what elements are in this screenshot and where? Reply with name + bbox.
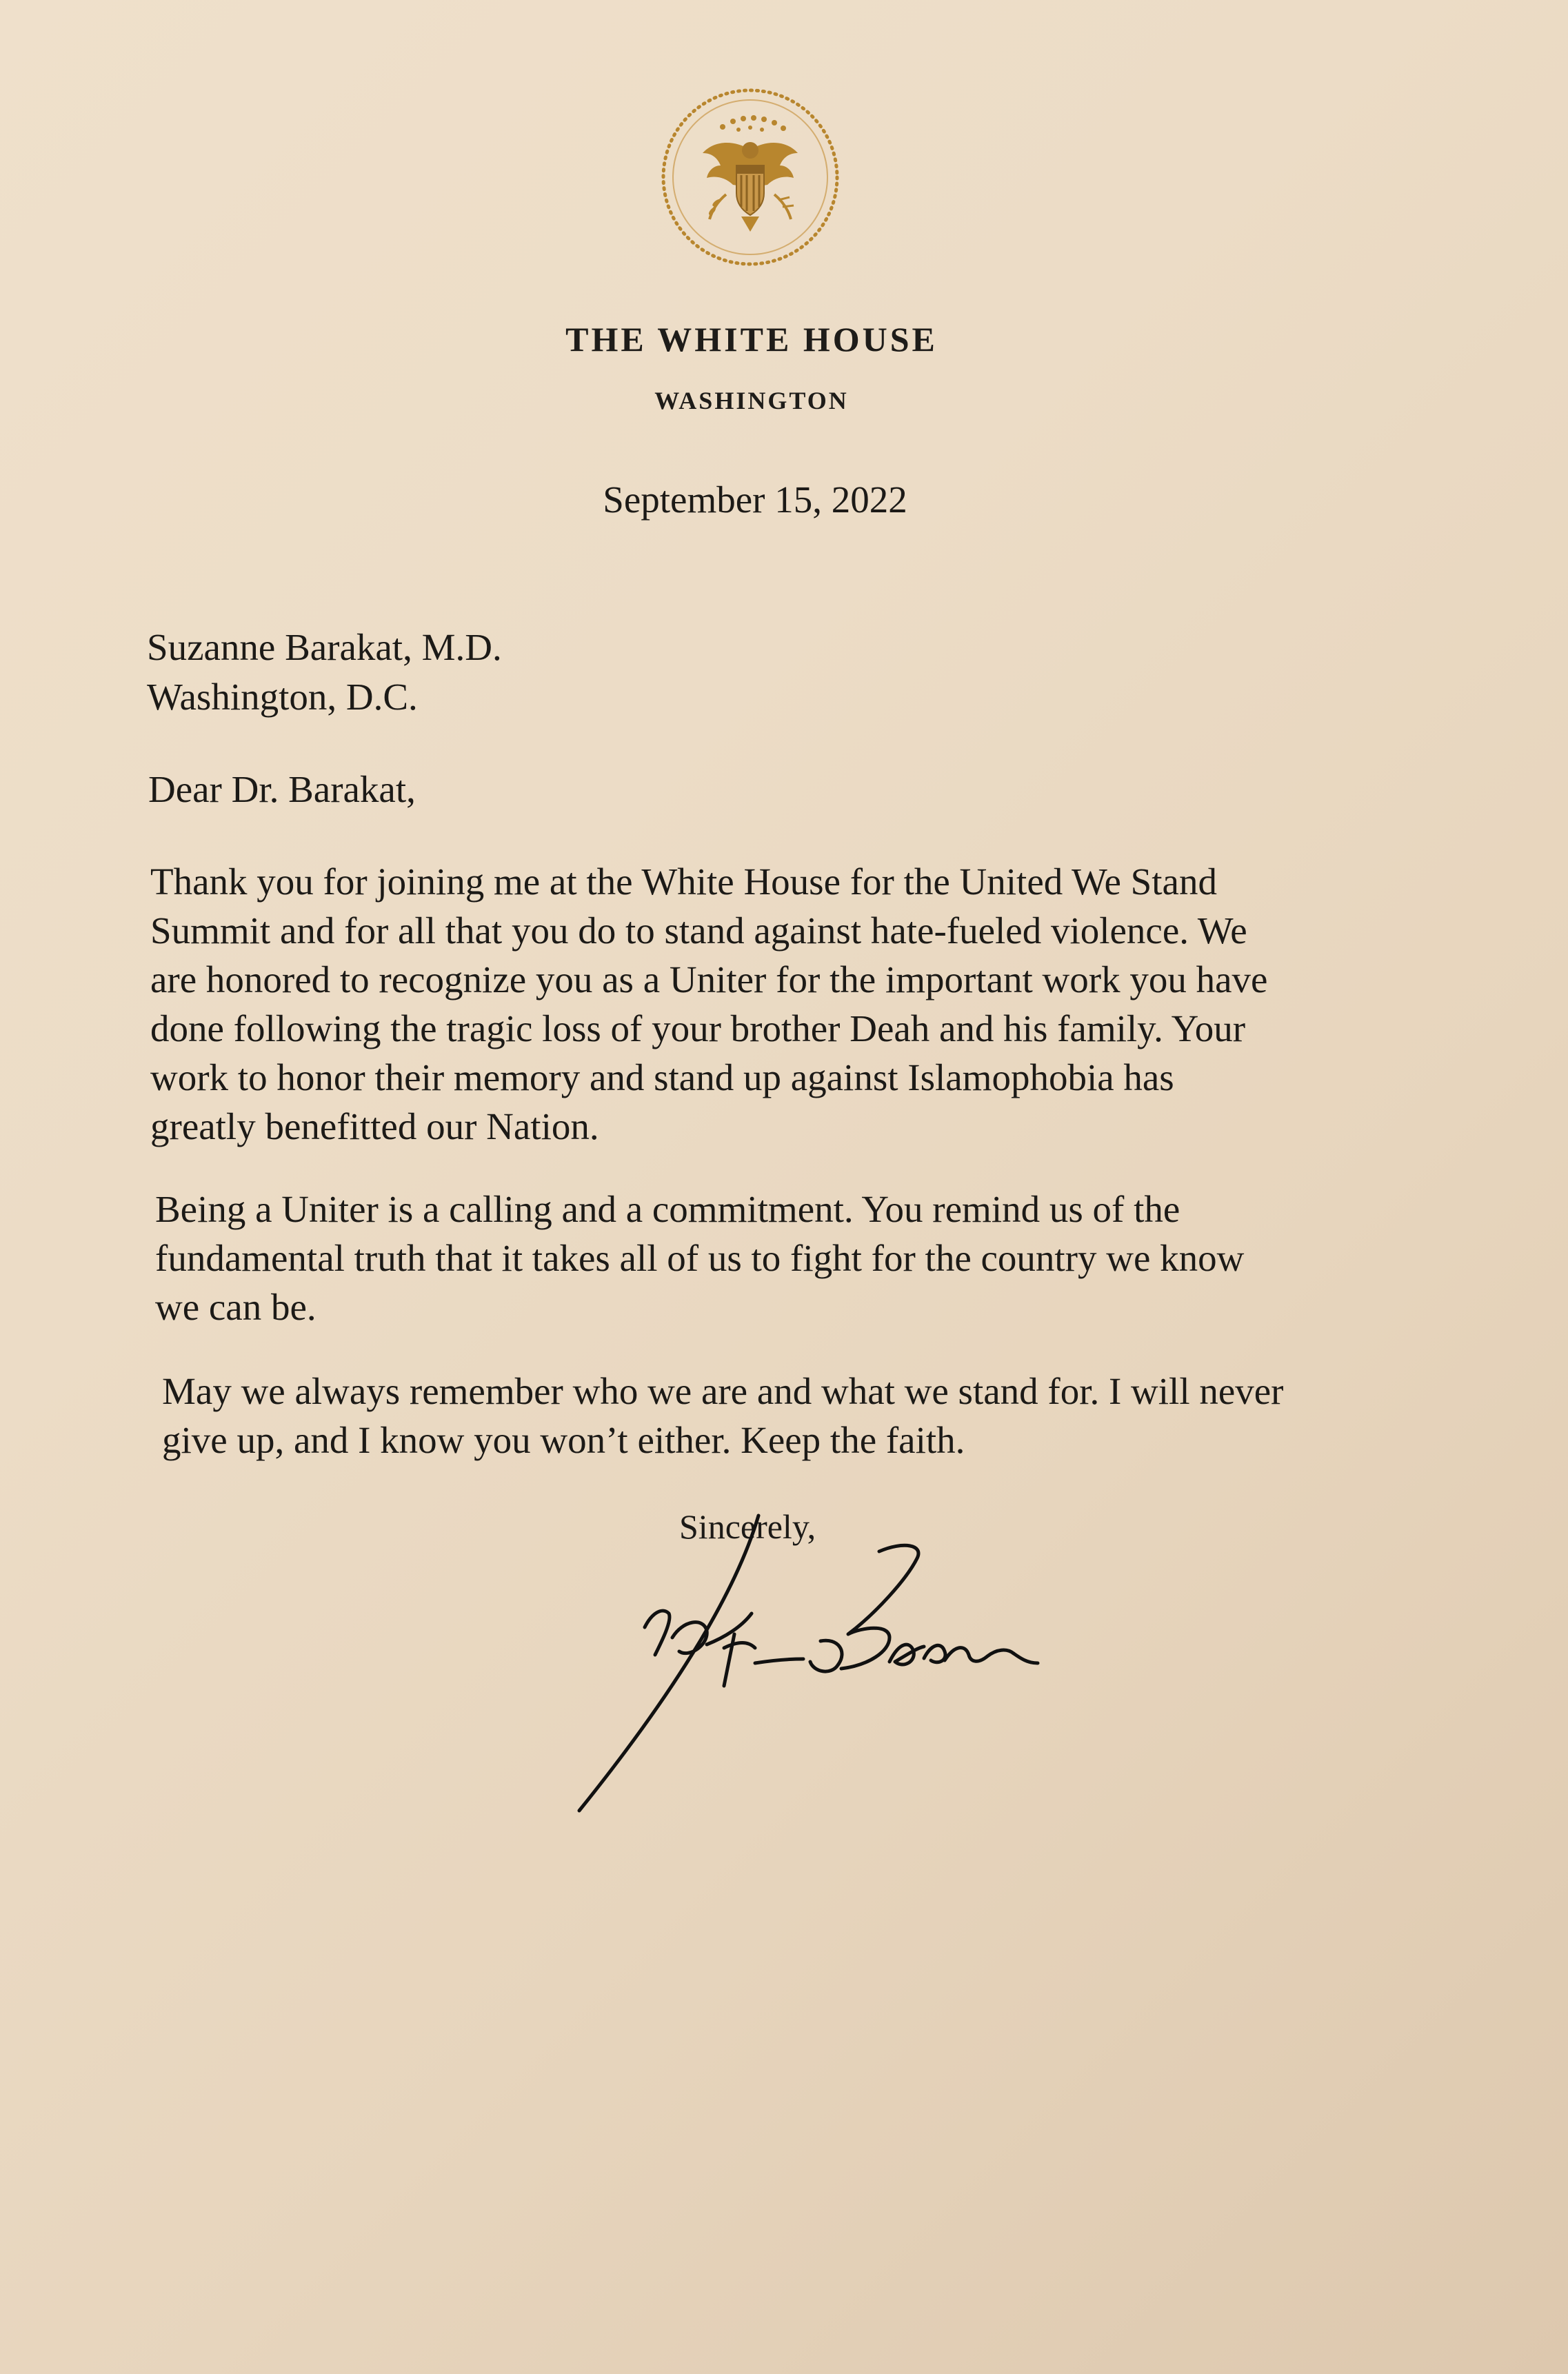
body-paragraph-1 xyxy=(150,857,1267,1151)
recipient-name: Suzanne Barakat, M.D. xyxy=(147,626,502,668)
paragraph-line: Being a Uniter is a calling and a commitment. You remind us of the xyxy=(155,1188,1180,1230)
paragraph-line: are honored to recognize you as a Uniter for the important work you have xyxy=(150,958,1268,1000)
body-paragraph-3 xyxy=(162,1367,1284,1465)
body-paragraph-2 xyxy=(155,1185,1244,1331)
paragraph-line: done following the tragic loss of your brother Deah and his family. Your xyxy=(150,1007,1246,1049)
closing: Sincerely, xyxy=(679,1507,816,1546)
paragraph-line: Summit and for all that you do to stand against hate-fueled violence. We xyxy=(150,909,1247,952)
paragraph-line: fundamental truth that it takes all of us to fight for the country we know xyxy=(155,1237,1245,1279)
paragraph-line: May we always remember who we are and what we stand for. I will never xyxy=(162,1370,1284,1412)
paragraph-line: Thank you for joining me at the White House for the United We Stand xyxy=(150,861,1217,903)
paragraph-line: greatly benefitted our Nation. xyxy=(150,1105,599,1147)
letterhead-title: THE WHITE HOUSE xyxy=(565,320,938,359)
presidential-seal-icon xyxy=(657,84,843,270)
recipient-block xyxy=(147,623,502,722)
salutation: Dear Dr. Barakat, xyxy=(148,768,416,810)
letterhead-location: WASHINGTON xyxy=(654,387,849,414)
paragraph-line: work to honor their memory and stand up against Islamophobia has xyxy=(150,1056,1174,1098)
recipient-location: Washington, D.C. xyxy=(147,676,418,718)
paragraph-line: give up, and I know you won’t either. Keep the faith. xyxy=(162,1419,965,1461)
paragraph-line: we can be. xyxy=(155,1286,316,1328)
letter-date: September 15, 2022 xyxy=(603,479,907,521)
handwritten-signature xyxy=(565,1503,1062,1827)
